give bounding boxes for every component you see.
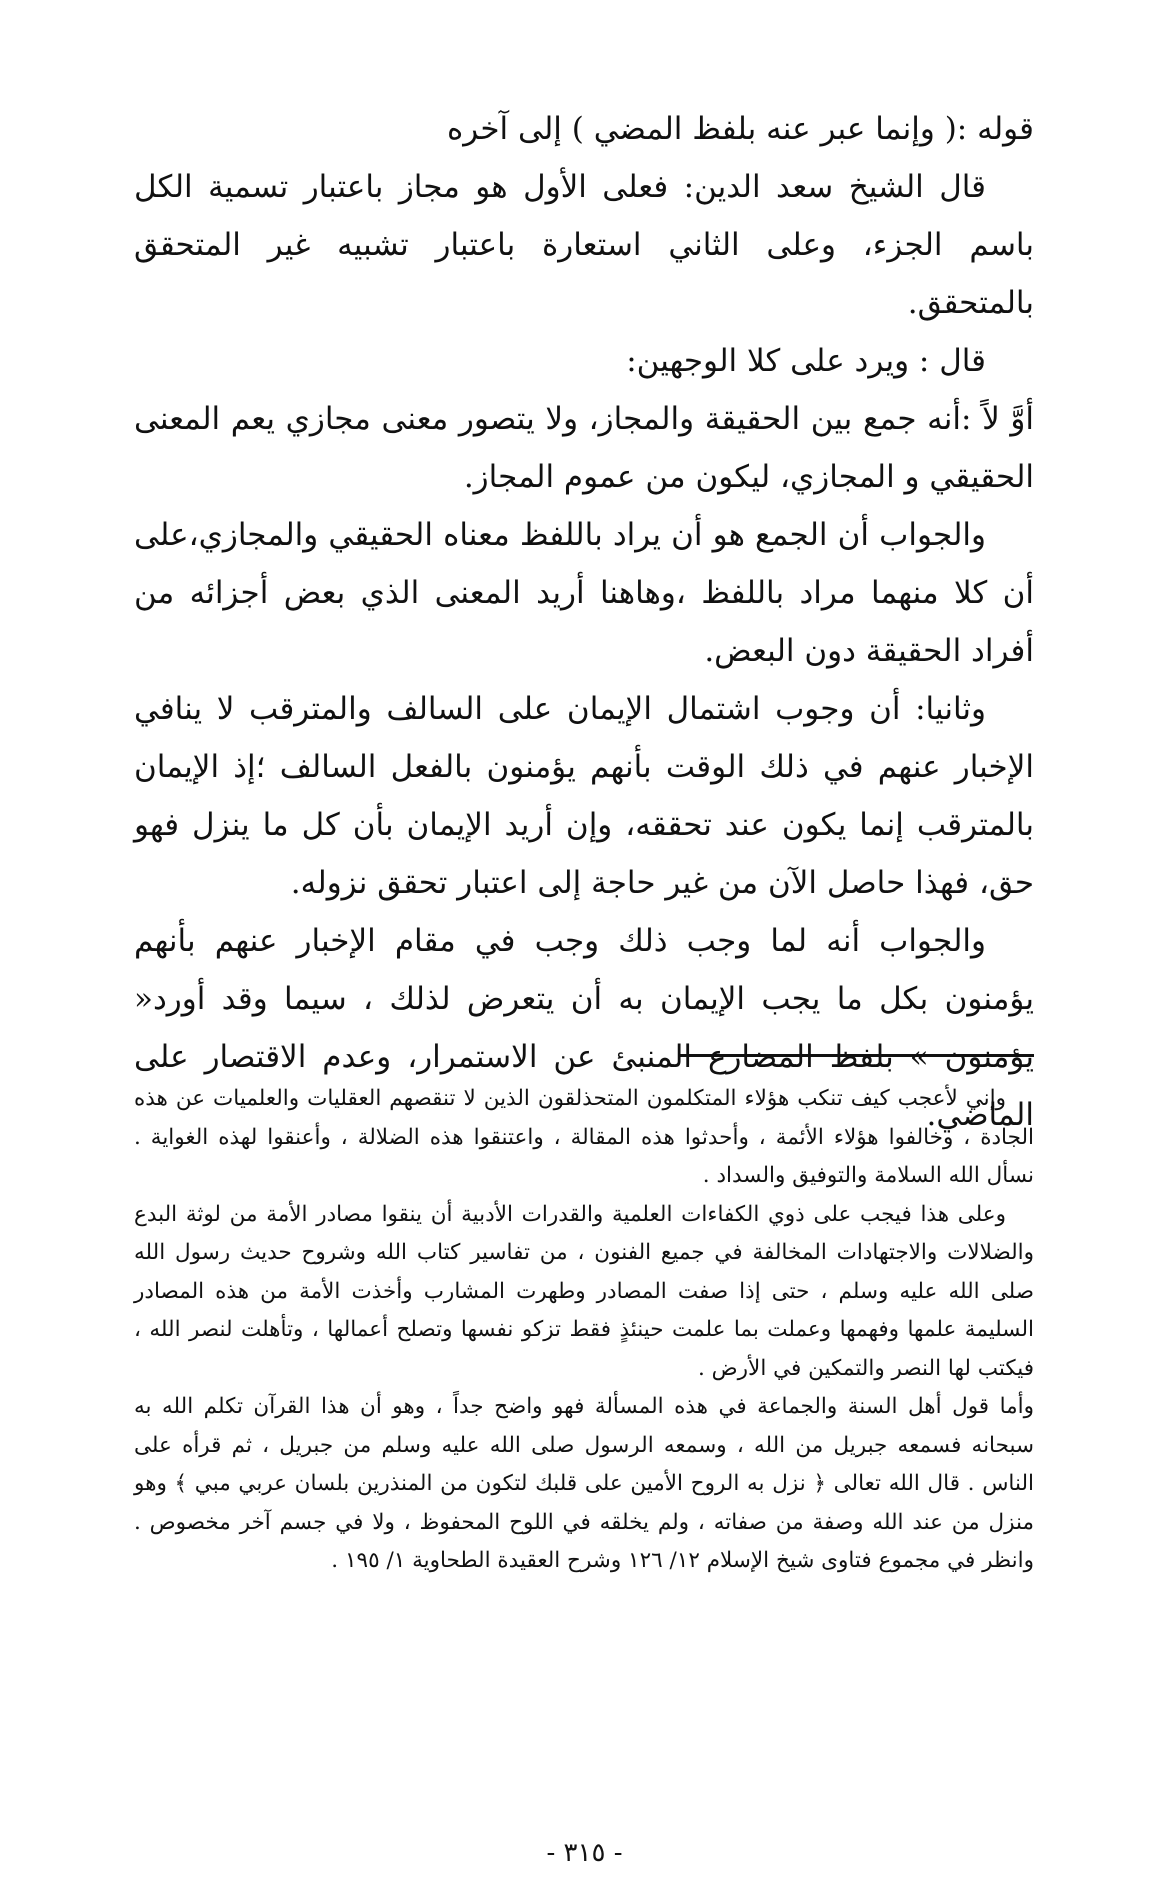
main-paragraph-2: قال الشيخ سعد الدين: فعلى الأول هو مجاز باعتبار تسمية الكل باسم الجزء، وعلى الثاني استعارة باعتبار تشبيه غير المتحقق بالمتحقق. (134, 169, 1034, 321)
main-text (134, 100, 1034, 1144)
main-paragraph-3: قال : ويرد على كلا الوجهين: (626, 343, 986, 379)
main-paragraph-1: قوله :( وإنما عبر عنه بلفظ المضي ) إلى آخره (447, 111, 1034, 147)
page-number: - ٣١٥ - (546, 1838, 623, 1868)
main-paragraph-5: والجواب أن الجمع هو أن يراد باللفظ معناه الحقيقي والمجازي،على أن كلا منهما مراد باللفظ ،وهاهنا أريد المعنى الذي بعض أجزائه من أفراد الحقيقة دون البعض. (134, 517, 1034, 669)
footnotes (134, 1080, 1034, 1581)
main-paragraph-7: والجواب أنه لما وجب ذلك وجب في مقام الإخبار عنهم بأنهم يؤمنون بكل ما يجب الإيمان به أن يتعرض لذلك ، سيما وقد أورد« يؤمنون » بلفظ المضارع المنبئ عن الاستمرار، وعدم الاقتصار على الماضي. (134, 923, 1034, 1133)
main-paragraph-6: وثانيا: أن وجوب اشتمال الإيمان على السالف والمترقب لا ينافي الإخبار عنهم في ذلك الوقت بأنهم يؤمنون بالفعل السالف ؛إذ الإيمان بالمترقب إنما يكون عند تحققه، وإن أريد الإيمان بأن كل ما ينزل فهو حق، فهذا حاصل الآن من غير حاجة إلى اعتبار تحقق نزوله. (134, 691, 1034, 901)
main-paragraph-4: أوَّ لاً :أنه جمع بين الحقيقة والمجاز، ولا يتصور معنى مجازي يعم المعنى الحقيقي و المجازي، ليكون من عموم المجاز. (134, 401, 1034, 495)
footnote-paragraph-1: وإني لأعجب كيف تنكب هؤلاء المتكلمون المتحذلقون الذين لا تنقصهم العقليات والعلميات عن هذه الجادة ، وخالفوا هؤلاء الأئمة ، وأحدثوا هذه المقالة ، واعتنقوا هذه الضلالة ، وأعنقوا لهذه الغواية . نسأل الله السلامة والتوفيق والسداد . (134, 1086, 1034, 1188)
footnote-paragraph-2: وعلى هذا فيجب على ذوي الكفاءات العلمية والقدرات الأدبية أن ينقوا مصادر الأمة من لوثة البدع والضلالات والاجتهادات المخالفة في جميع الفنون ، من تفاسير كتاب الله وشروح حديث رسول الله صلى الله عليه وسلم ، حتى إذا صفت المصادر وطهرت المشارب وأخذت الأمة من هذه المصادر السليمة علمها وفهمها وعملت بما علمت حينئذٍ فقط تزكو نفسها وتصلح أعمالها ، وتأهلت لنصر الله ، فيكتب لها النصر والتمكين في الأرض . (134, 1201, 1034, 1381)
footnote-paragraph-3: وأما قول أهل السنة والجماعة في هذه المسألة فهو واضح جداً ، وهو أن هذا القرآن تكلم الله به سبحانه فسمعه جبريل من الله ، وسمعه الرسول صلى الله عليه وسلم من جبريل ، ثم قرأه على الناس . قال الله تعالى ﴿ نزل به الروح الأمين على قلبك لتكون من المنذرين بلسان عربي مبي ﴾ وهو منزل من عند الله وصفة من صفاته ، ولم يخلقه في اللوح المحفوظ ، ولا في جسم آخر مخصوص . وانظر في مجموع فتاوى شيخ الإسلام ١٢/ ١٢٦ وشرح العقيدة الطحاوية ١/ ١٩٥ . (134, 1394, 1034, 1573)
footnote-separator (679, 1054, 1034, 1057)
